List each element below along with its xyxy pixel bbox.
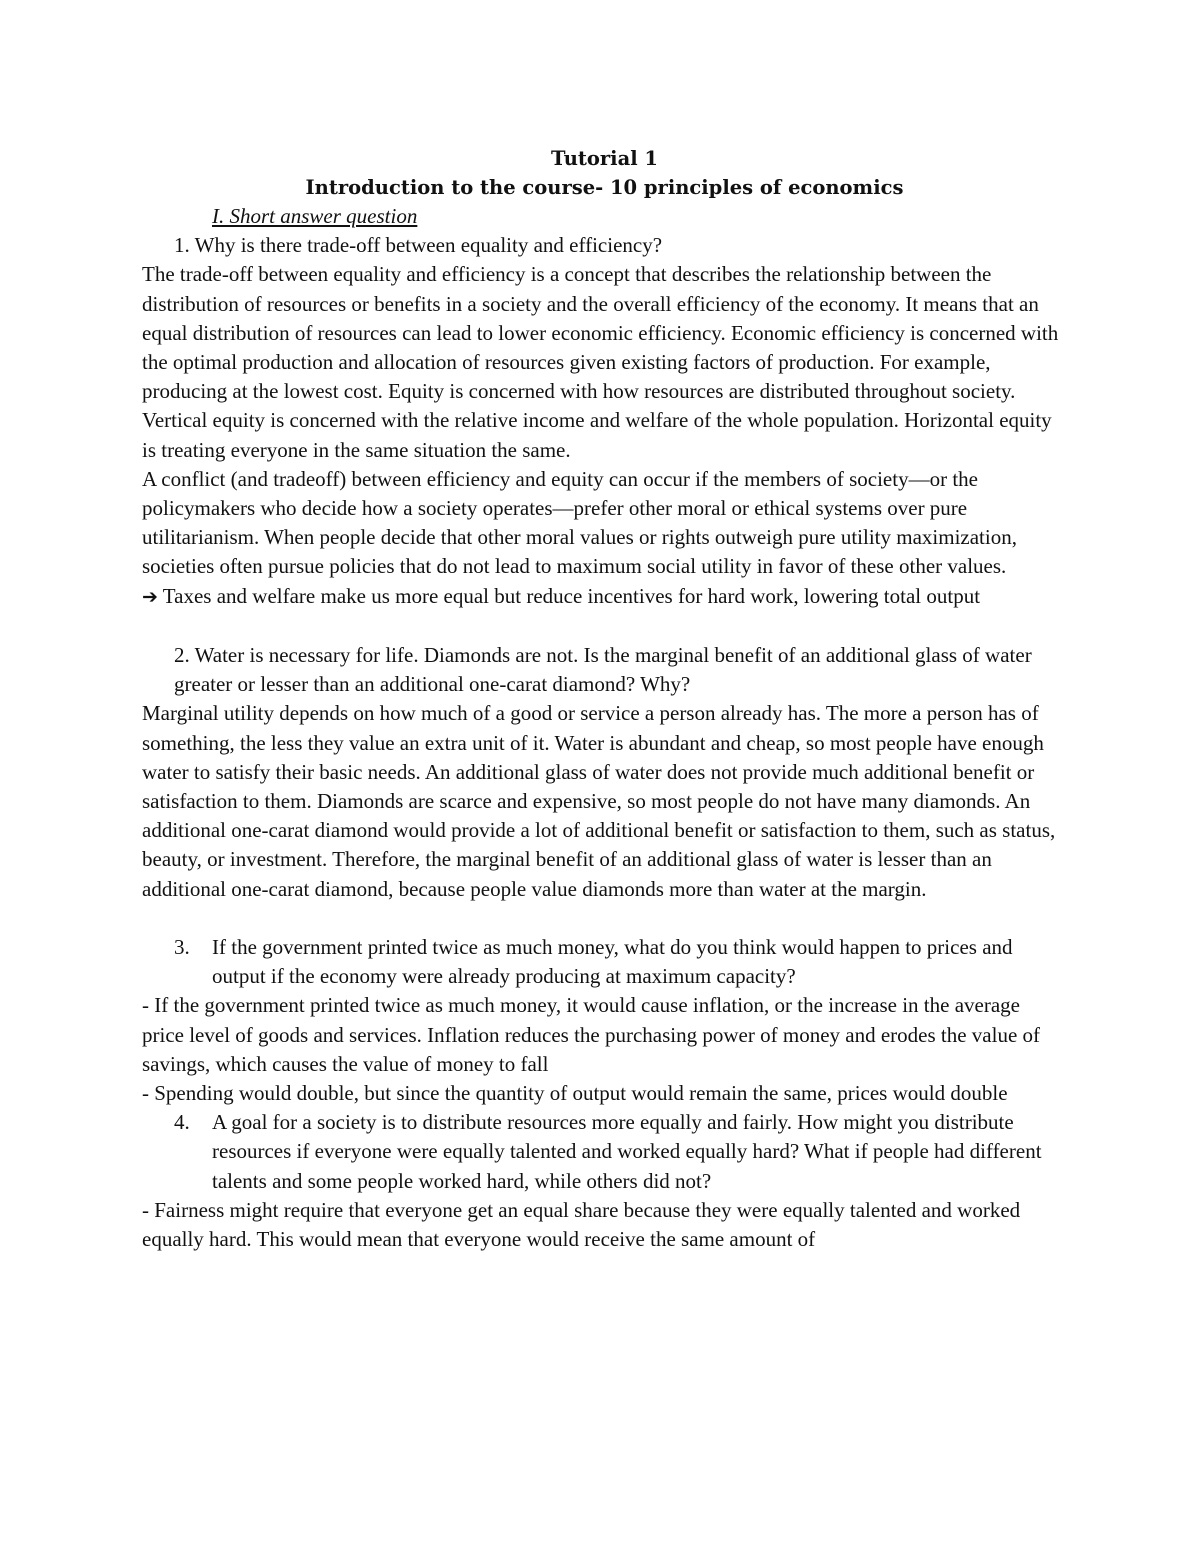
question-number: 3. bbox=[174, 935, 190, 960]
question-text: If the government printed twice as much money, what do you think would happen to prices and output if the economy were already producing at maximum capacity? bbox=[212, 935, 1013, 989]
spacer bbox=[142, 904, 1067, 933]
section-heading: I. Short answer question bbox=[212, 204, 418, 228]
answer-paragraph: A conflict (and tradeoff) between efficiency and equity can occur if the members of society—or the policymakers who decide how a society operates—prefer other moral or ethical systems over pure utilitarianism. When people decide that other moral values or rights outweigh pure utility maximization, societies often pursue policies that do not lead to maximum social utility in favor of these other values. bbox=[142, 466, 1017, 579]
question-text: A goal for a society is to distribute resources more equally and fairly. How might you distribute resources if everyone were equally talented and worked equally hard? What if people had different talents and some people worked hard, while others did not? bbox=[212, 1110, 1042, 1193]
question-4 bbox=[142, 1108, 1067, 1196]
conclusion-text: Taxes and welfare make us more equal but reduce incentives for hard work, lowering total output bbox=[162, 583, 981, 608]
answer-paragraph: - If the government printed twice as much money, it would cause inflation, or the increase in the average price level of goods and services. Inflation reduces the purchasing power of money and erodes the value of savings, which causes the value of money to fall bbox=[142, 993, 1041, 1076]
question-text: Why is there trade-off between equality and efficiency? bbox=[194, 233, 663, 258]
question-number: 4. bbox=[174, 1110, 190, 1135]
document-body bbox=[142, 144, 1067, 1254]
document-subtitle: Introduction to the course- 10 principles of economics bbox=[305, 176, 904, 199]
spacer bbox=[142, 612, 1067, 641]
answer-paragraph: The trade-off between equality and efficiency is a concept that describes the relationship between the distribution of resources or benefits in a society and the overall efficiency of the economy. It means that an equal distribution of resources can lead to lower economic efficiency. Economic efficiency is concerned with the optimal production and allocation of resources given existing factors of production. For example, producing at the lowest cost. Equity is concerned with how resources are distributed throughout society. Vertical equity is concerned with the relative income and welfare of the whole population. Horizontal equity is treating everyone in the same situation the same. bbox=[142, 262, 1059, 462]
document-title: Tutorial 1 bbox=[551, 147, 658, 170]
question-number: 1. bbox=[174, 233, 190, 258]
question-number: 2. bbox=[174, 643, 190, 668]
question-text: Water is necessary for life. Diamonds are not. Is the marginal benefit of an additional glass of water greater or lesser than an additional one-carat diamond? Why? bbox=[174, 643, 1032, 697]
conclusion-line bbox=[142, 582, 1067, 612]
question-3 bbox=[142, 933, 1067, 991]
question-2 bbox=[142, 641, 1067, 699]
answer-paragraph: Marginal utility depends on how much of a good or service a person already has. The more a person has of something, the less they value an extra unit of it. Water is abundant and cheap, so most people have enough water to satisfy their basic needs. An additional glass of water does not provide much additional benefit or satisfaction to them. Diamonds are scarce and expensive, so most people do not have many diamonds. An additional one-carat diamond would provide a lot of additional benefit or satisfaction to them, such as status, beauty, or investment. Therefore, the marginal benefit of an additional glass of water is lesser than an additional one-carat diamond, because people value diamonds more than water at the margin. bbox=[142, 701, 1056, 901]
arrow-right-icon: ➔ bbox=[142, 585, 158, 608]
answer-paragraph: - Spending would double, but since the quantity of output would remain the same, prices would double bbox=[142, 1081, 1008, 1106]
question-1 bbox=[142, 231, 1067, 260]
answer-paragraph: - Fairness might require that everyone get an equal share because they were equally talented and worked equally hard. This would mean that everyone would receive the same amount of bbox=[142, 1197, 1021, 1252]
